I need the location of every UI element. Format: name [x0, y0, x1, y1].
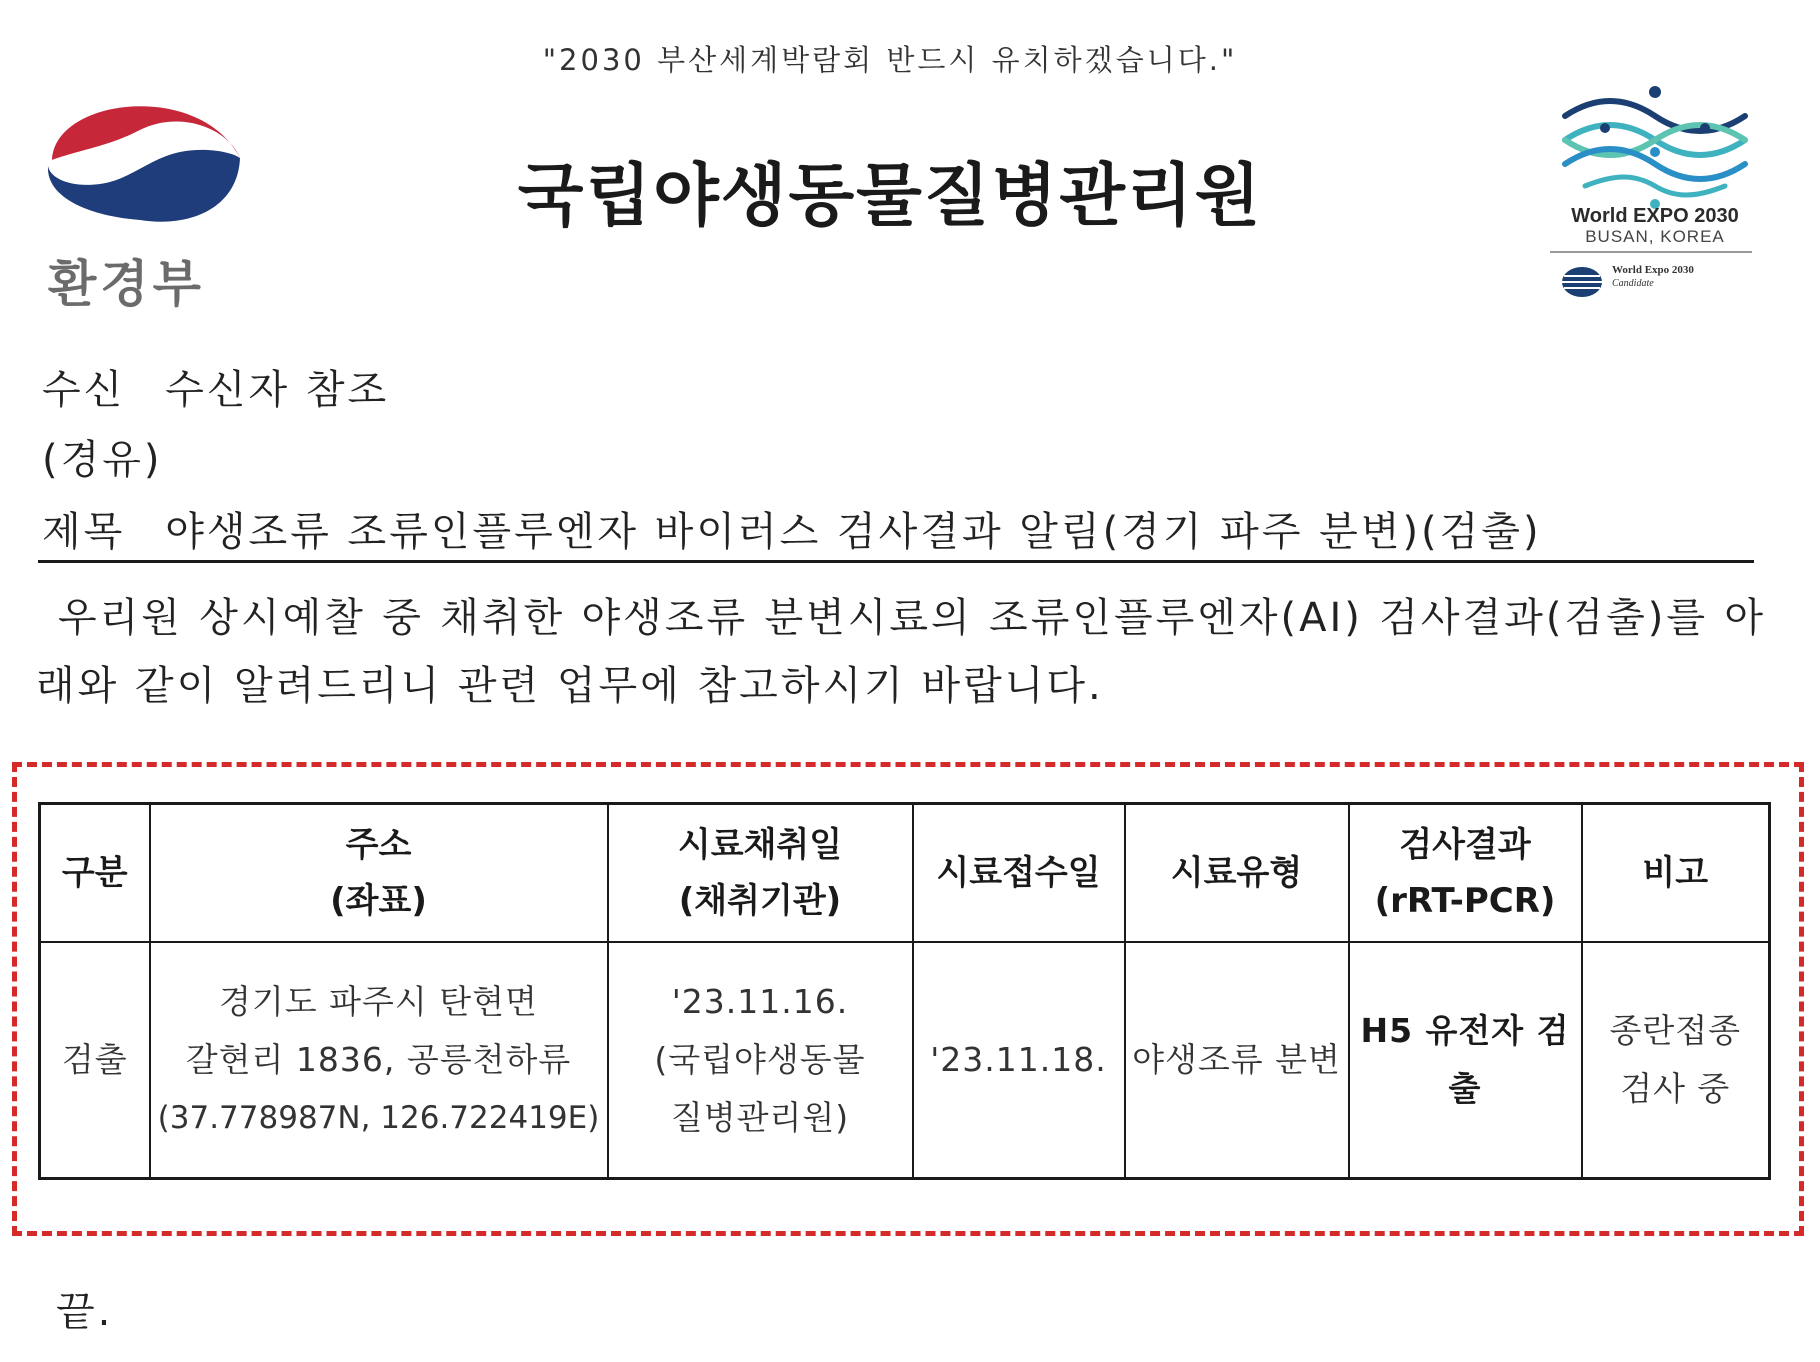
- subject-line: [42, 500, 1542, 557]
- expo-candidate-label: [1612, 264, 1694, 290]
- table-row: [40, 942, 1770, 1179]
- cell-collected-line2: (국립야생동물: [654, 1040, 866, 1079]
- header-collected-line2: (채취기관): [678, 881, 842, 921]
- globe-icon: [1560, 265, 1604, 299]
- cell-address-line1: 경기도 파주시 탄현면: [219, 982, 538, 1021]
- cell-address-line2: 갈현리 1836, 공릉천하류: [185, 1040, 572, 1079]
- recipient-label: 수신: [42, 367, 126, 413]
- organization-title: 국립야생동물질병관리원: [517, 157, 1263, 236]
- header-collected-line1: 시료채취일: [677, 825, 843, 865]
- header-sample-type: 시료유형: [1125, 804, 1349, 943]
- subject-divider: [38, 560, 1754, 563]
- expo-divider: [1550, 251, 1752, 253]
- cell-collected-line1: '23.11.16.: [671, 982, 849, 1021]
- cell-sample-type: 야생조류 분변: [1125, 942, 1349, 1179]
- header-test-result: [1349, 804, 1582, 943]
- recipient-value: 수신자 참조: [165, 367, 390, 413]
- via-label: (경유): [42, 437, 163, 483]
- ministry-name: 환경부: [48, 255, 205, 313]
- expo-candidate-line2: Candidate: [1612, 278, 1654, 289]
- cell-received-date: '23.11.18.: [913, 942, 1125, 1179]
- expo-name: World EXPO 2030: [1571, 205, 1739, 227]
- slogan: "2030 부산세계박람회 반드시 유치하겠습니다.": [542, 43, 1238, 77]
- header-result-line1: 검사결과: [1399, 825, 1531, 865]
- cell-address-coordinates: (37.778987N, 126.722419E): [157, 1100, 600, 1136]
- header-received-date: 시료접수일: [913, 804, 1125, 943]
- world-expo-logo: [1545, 82, 1765, 212]
- cell-address: [150, 942, 608, 1179]
- header-result-line2: (rRT-PCR): [1374, 881, 1556, 921]
- cell-remarks: 종란접종 검사 중: [1582, 942, 1770, 1179]
- result-table: [38, 802, 1771, 1180]
- subject-value: 야생조류 조류인플루엔자 바이러스 검사결과 알림(경기 파주 분변)(검출): [165, 509, 1542, 555]
- header-remarks: 비고: [1582, 804, 1770, 943]
- via-line: [42, 428, 163, 485]
- cell-test-result: H5 유전자 검출: [1349, 942, 1582, 1179]
- expo-candidate-line1: World Expo 2030: [1612, 264, 1694, 276]
- header-address-line2: (좌표): [330, 881, 427, 921]
- header-category: 구분: [40, 804, 150, 943]
- header-address: [150, 804, 608, 943]
- body-paragraph: 우리원 상시예찰 중 채취한 야생조류 분변시료의 조류인플루엔자(AI) 검사결과(검출)를 아래와 같이 알려드리니 관련 업무에 참고하시기 바랍니다.: [36, 595, 1766, 709]
- header-collected-date: [608, 804, 913, 943]
- recipient-line: [42, 358, 389, 415]
- cell-category: 검출: [40, 942, 150, 1179]
- subject-label: 제목: [42, 509, 126, 555]
- end-mark: 끝.: [56, 1289, 114, 1335]
- expo-city: BUSAN, KOREA: [1585, 227, 1725, 246]
- cell-collected-line3: 질병관리원): [670, 1098, 850, 1137]
- table-header-row: [40, 804, 1770, 943]
- header-address-line1: 주소: [345, 825, 412, 865]
- cell-collected-date: [608, 942, 913, 1179]
